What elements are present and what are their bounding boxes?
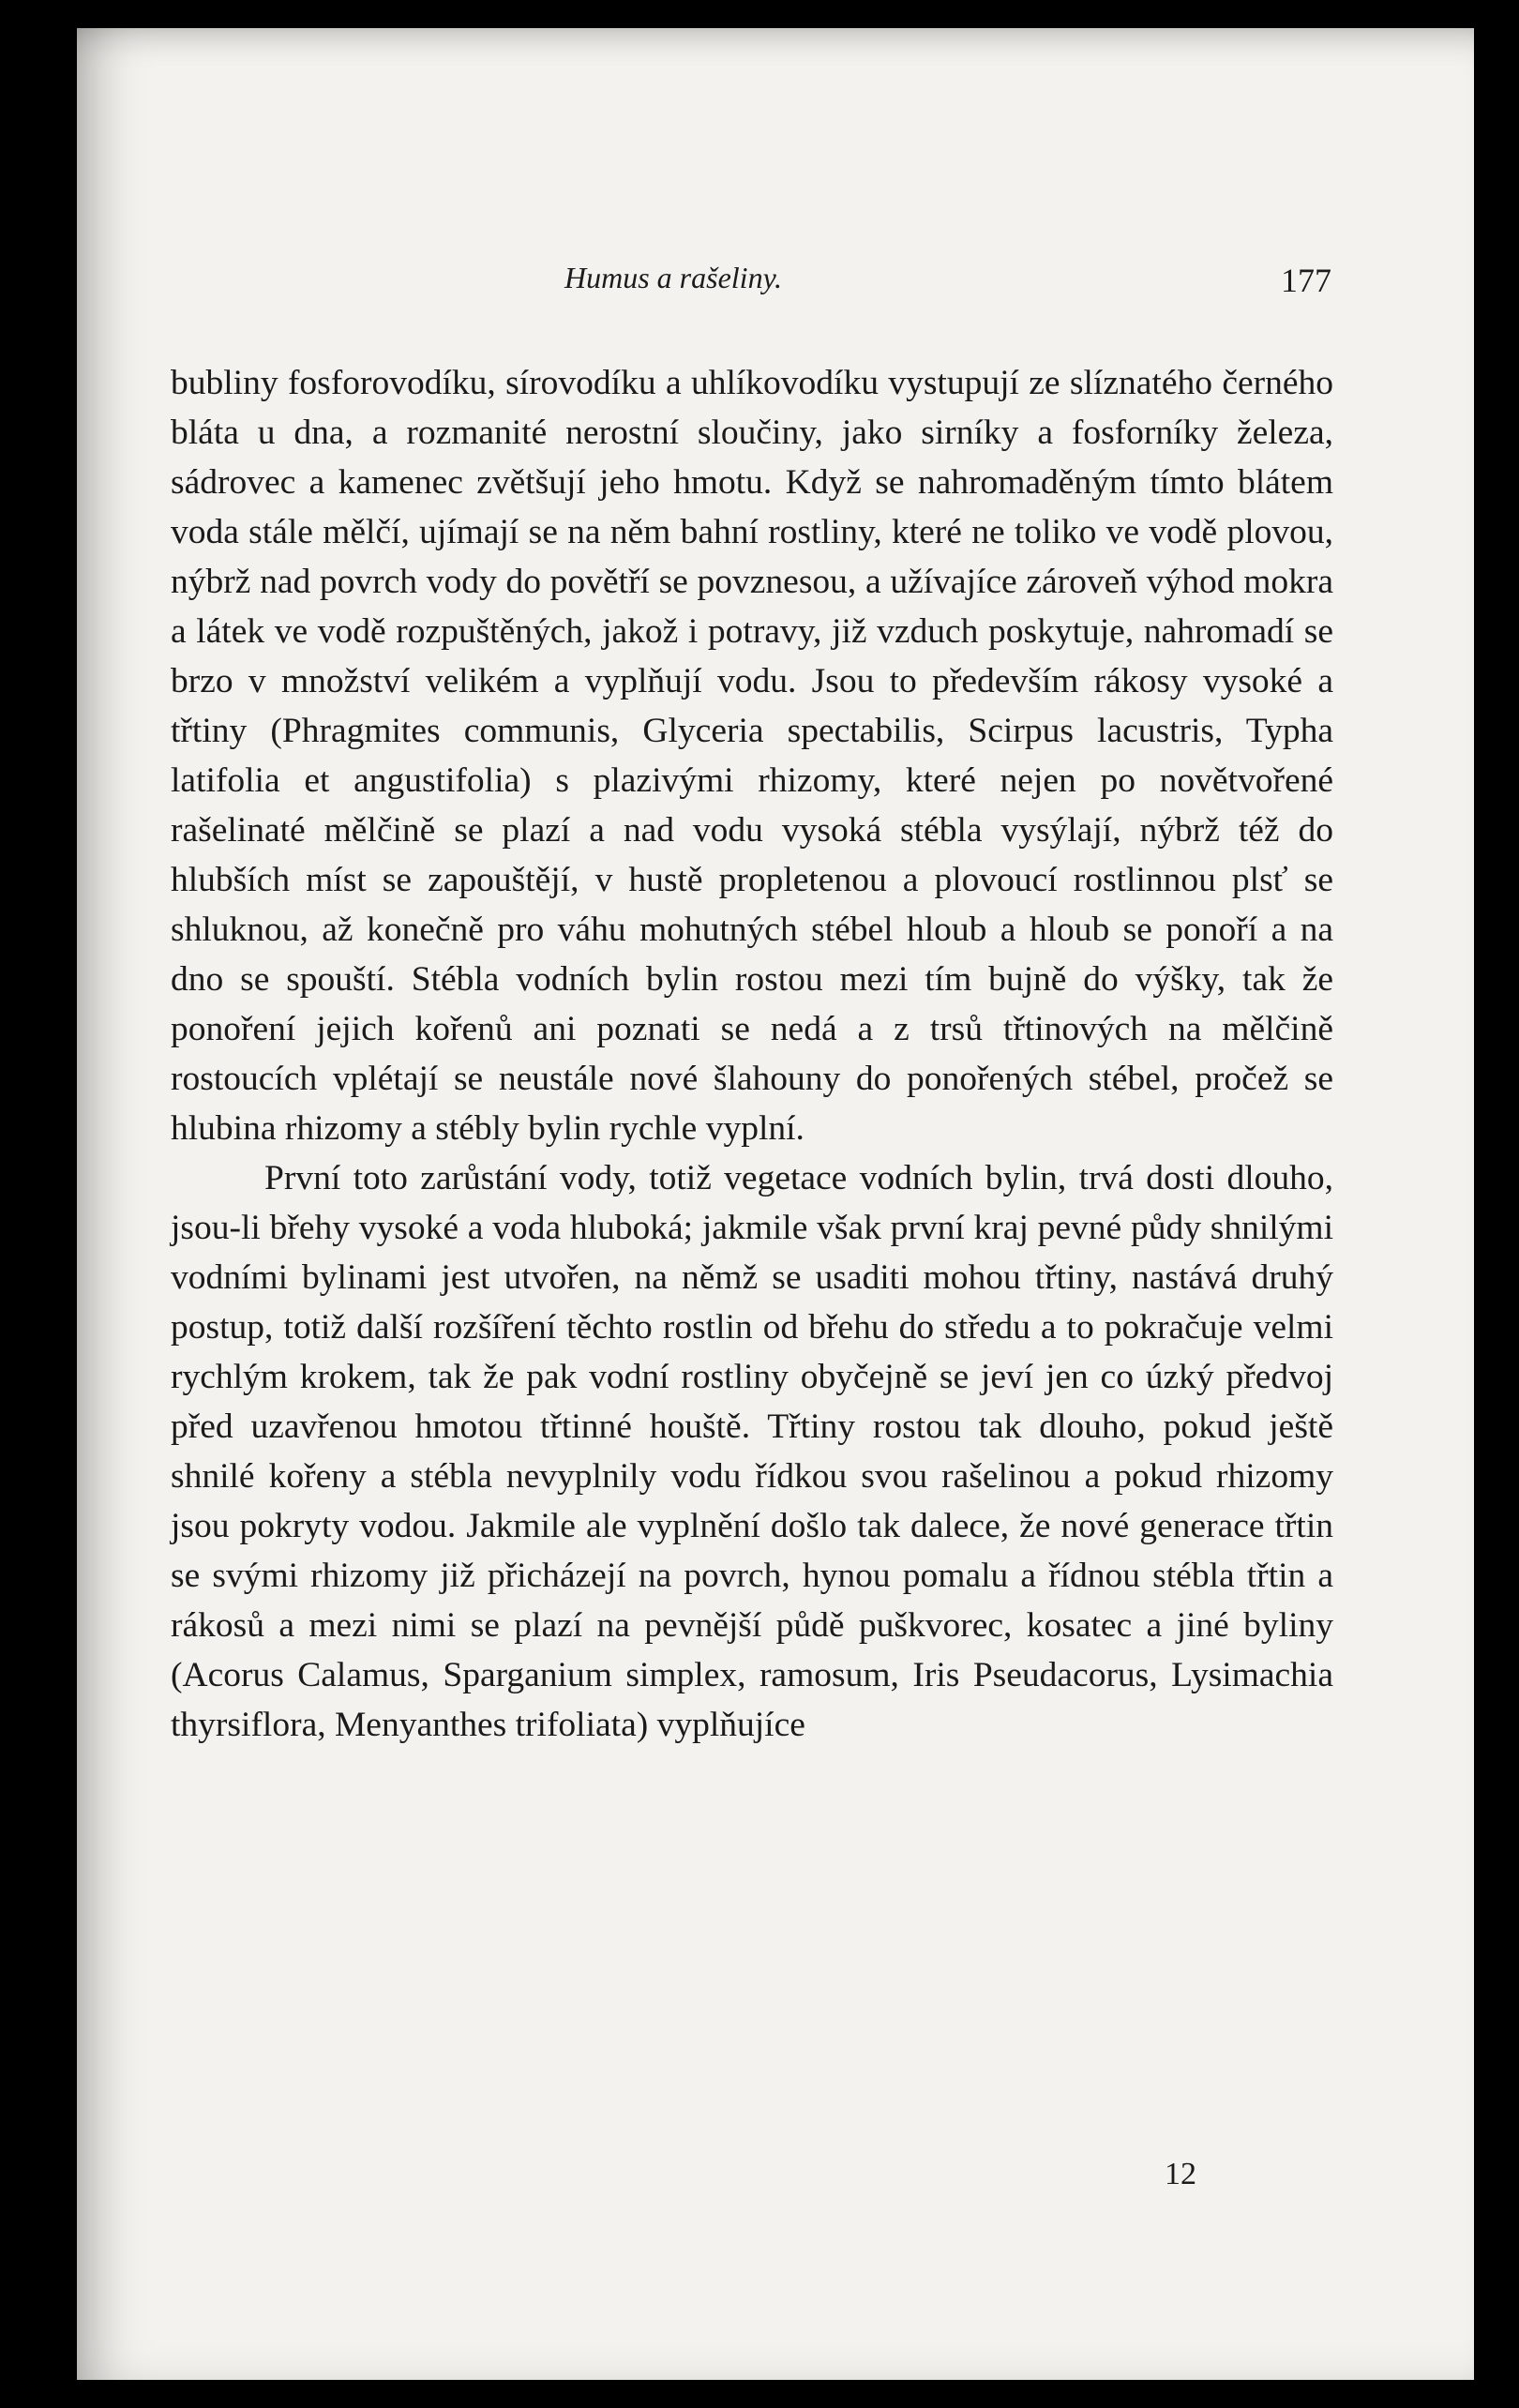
signature-mark: 12 [1165, 2157, 1196, 2191]
paragraph-1: bubliny fosforovodíku, sírovodíku a uhlíkovodíku vystupují ze slíznatého černého bláta u dna, a rozmanité nerostní sloučiny, jako sirníky a fosforníky železa, sádrovec a kamenec zvětšují jeho hmotu. Když se nahromaděným tímto blátem voda stále mělčí, ujímají se na něm bahní rostliny, které ne toliko ve vodě plovou, nýbrž nad povrch vody do povětří se povznesou, a užívajíce zároveň výhod mokra a látek ve vodě rozpuštěných, jakož i potravy, již vzduch poskytuje, nahromadí se brzo v množství velikém a vyplňují vodu. Jsou to především rákosy vysoké a třtiny (Phragmites communis, Glyceria spectabilis, Scirpus lacustris, Typha latifolia et angustifolia) s plazivými rhizomy, které nejen po novětvořené rašelinaté mělčině se plazí a nad vodu vysoká stébla vysýlají, nýbrž též do hlubších míst se zapouštějí, v hustě propletenou a plovoucí rostlinnou plsť se shluknou, až konečně pro váhu mohutných stébel hloub a hloub se ponoří a na dno se spouští. Stébla vodních bylin rostou mezi tím bujně do výšky, tak že ponoření jejich kořenů ani poznati se nedá a z trsů třtinových na mělčině rostoucích vplétají se neustále nové šlahouny do ponořených stébel, pročež se hlubina rhizomy a stébly bylin rychle vyplní. [171, 364, 1333, 1148]
page-header [77, 261, 1474, 317]
book-page [77, 28, 1474, 2380]
page-number: 177 [1281, 262, 1331, 299]
running-title: Humus a rašeliny. [564, 261, 782, 294]
body-text [171, 358, 1333, 1750]
paragraph-2: První toto zarůstání vody, totiž vegetace vodních bylin, trvá dosti dlouho, jsou-li břehy vysoké a voda hluboká; jakmile však první kraj pevné půdy shnilými vodními bylinami jest utvořen, na němž se usaditi mohou třtiny, nastává druhý postup, totiž další rozšíření těchto rostlin od břehu do středu a to pokračuje velmi rychlým krokem, tak že pak vodní rostliny obyčejně se jeví jen co úzký předvoj před uzavřenou hmotou třtinné houště. Třtiny rostou tak dlouho, pokud ještě shnilé kořeny a stébla nevyplnily vodu řídkou svou rašelinou a pokud rhizomy jsou pokryty vodou. Jakmile ale vyplnění došlo tak dalece, že nové generace třtin se svými rhizomy již přicházejí na povrch, hynou pomalu a řídnou stébla třtin a rákosů a mezi nimi se plazí na pevnější půdě puškvorec, kosatec a jiné byliny (Acorus Calamus, Sparganium simplex, ramosum, Iris Pseudacorus, Lysimachia thyrsiflora, Menyanthes trifoliata) vyplňujíce [171, 1159, 1333, 1744]
